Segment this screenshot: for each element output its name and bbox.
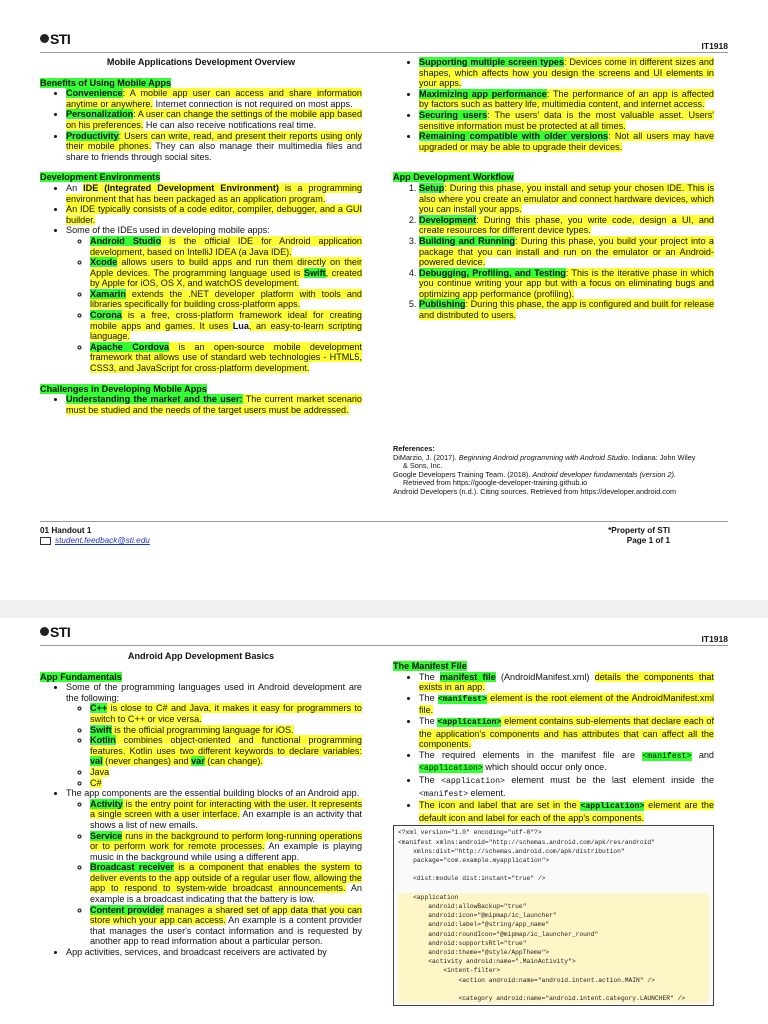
- code-line: <?xml version="1.0" encoding="utf-8"?>: [398, 829, 542, 837]
- benefits-list: [40, 88, 362, 162]
- challenges-list-part2: [393, 57, 714, 152]
- references-heading: References:: [393, 444, 435, 453]
- section-heading-manifest: The Manifest File: [393, 661, 467, 671]
- mail-icon: [40, 537, 51, 545]
- code-line: <application: [398, 893, 709, 902]
- list-item: • The app components are the essential building blocks of an Android app. ◦ Activity is the entry point for interacting with the user. It represents a single screen with a user interface. An example is an activity that shows a list of new emails. ◦ Service runs in the background to perform long-running operations or to perform work for remote processes. An example is playing music in the background while using a different app. ◦ Broadcast receiver is a component that enables the system to deliver events to the app outside of a regular user flow, allowing the app to respond to system-wide broadcast announcements. An example is a broadcast indicating that the battery is low. ◦ Content provider manages a shared set of app data that you can store which your app can access. An example is a content provider that manages the user's contact information and is requested by another app to read information about a particular person.: [66, 788, 362, 947]
- list-item: • Maximizing app performance: The performance of an app is affected by factors such as battery life, multimedia content, and internet access.: [419, 89, 714, 110]
- code-line: <dist:module dist:instant="true" />: [398, 875, 546, 883]
- sti-logo-icon: [40, 627, 49, 636]
- workflow-list: [393, 183, 714, 321]
- list-item: • Some of the programming languages used in Android development are the following: ◦ C++ is close to C# and Java, it makes it easy for programmers to switch to C++ or vice versa. ◦ Swift is the official programming language for iOS. ◦ Kotlin combines object-oriented and functional programming features. Kotlin uses two different keywords to declare variables: val (never changes) and var (can change). ◦ Java ◦ C#: [66, 682, 362, 788]
- list-item: • Understanding the market and the user: The current market scenario must be studied and the needs of the target users must be addressed.: [66, 394, 362, 415]
- code-line: xmlns:dist="http://schemas.android.com/apk/distribution": [398, 847, 625, 855]
- list-item: • Remaining compatible with older versions: Not all users may have upgraded or may be able to upgrade their devices.: [419, 131, 714, 152]
- page-title: Android App Development Basics: [127, 651, 275, 661]
- document-page-2: [0, 618, 768, 1024]
- header-rule: [40, 52, 728, 53]
- code-line: <action android:name="android.intent.action.MAIN" />: [398, 976, 709, 985]
- list-item: ◦ Service runs in the background to perform long-running operations or to perform work for remote processes. An example is playing music in the background while using a different app.: [90, 831, 362, 863]
- ide-list: [66, 236, 362, 374]
- list-item: • The <manifest> element is the root element of the AndroidManifest.xml file.: [419, 693, 714, 716]
- list-item: ◦ Broadcast receiver is a component that enables the system to deliver events to the app outside of a regular user flow, allowing the app to respond to system-wide broadcast announcements. An example is a broadcast indicating that the battery is low.: [90, 862, 362, 904]
- list-item: • The manifest file (AndroidManifest.xml) details the components that exists in an app.: [419, 672, 714, 693]
- list-item: 3. Building and Running: During this phase, you build your project into a package that you can install and run on the emulator or an Android-powered device.: [419, 236, 714, 268]
- references: [393, 445, 718, 497]
- code-line: android:roundIcon="@mipmap/ic_launcher_round": [398, 930, 709, 939]
- list-item: • An IDE typically consists of a code editor, compiler, debugger, and a GUI builder.: [66, 204, 362, 225]
- manifest-code-sample: [393, 825, 714, 1006]
- sti-logo: STI: [40, 627, 70, 638]
- list-item: 5. Publishing: During this phase, the app is configured and built for release and distributed to users.: [419, 299, 714, 320]
- footer-rule: [40, 521, 728, 522]
- page-number: Page 1 of 1: [626, 536, 670, 545]
- code-line: <manifest xmlns:android="http://schemas.android.com/apk/res/android": [398, 838, 655, 846]
- list-item: • Convenience: A mobile app user can access and share information anytime or anywhere. Internet connection is not required on most apps.: [66, 88, 362, 109]
- list-item: ◦ Java: [90, 767, 362, 778]
- code-line: android:supportsRtl="true": [398, 939, 709, 948]
- list-item: ◦ C#: [90, 778, 362, 789]
- language-list: [66, 703, 362, 788]
- list-item: ◦ Xcode allows users to build apps and run them directly on their Apple devices. The programming language used is Swift, created by Apple for iOS, OS X, and watchOS development.: [90, 257, 362, 289]
- list-item: ◦ Kotlin combines object-oriented and functional programming features. Kotlin uses two different keywords to declare variables: val (never changes) and var (can change).: [90, 735, 362, 767]
- page1-left-column: [40, 57, 362, 415]
- code-line: package="com.example.myapplication">: [398, 856, 550, 864]
- handout-label: 01 Handout 1: [40, 526, 92, 535]
- list-item: ◦ Corona is a free, cross-platform framework ideal for creating mobile apps and games. It uses Lua, an easy-to-learn scripting language.: [90, 310, 362, 342]
- list-item: • Productivity: Users can write, read, and present their reports using only their mobile phones. They can also manage their multimedia files and share to friends through social sites.: [66, 131, 362, 163]
- section-heading-challenges: Challenges in Developing Mobile Apps: [40, 383, 207, 394]
- list-item: • Securing users: The users' data is the most valuable asset. Users' sensitive information must be protected at all times.: [419, 110, 714, 131]
- section-heading-fundamentals: App Fundamentals: [40, 671, 122, 682]
- list-item: 1. Setup: During this phase, you install and setup your chosen IDE. This is also where you create an emulator and connect hardware devices, which you can install your apps.: [419, 183, 714, 215]
- page-title: Mobile Applications Development Overview: [106, 57, 296, 67]
- page1-right-column: [393, 57, 714, 321]
- list-item: ◦ Swift is the official programming language for iOS.: [90, 725, 362, 736]
- reference-item: Google Developers Training Team. (2018). Android developer fundamentals (version 2).: [393, 469, 676, 479]
- code-line: android:label="@string/app_name": [398, 920, 709, 929]
- section-heading-workflow: App Development Workflow: [393, 172, 514, 183]
- footer-right: [608, 526, 670, 546]
- reference-item: DiMarzio, J. (2017). Beginning Android programming with Android Studio. Indiana: John Wiley: [393, 452, 696, 462]
- reference-item-cont: Retrieved from https://google-developer-training.github.io: [403, 478, 588, 488]
- list-item: ◦ C++ is close to C# and Java, it makes it easy for programmers to switch to C++ or vice versa.: [90, 703, 362, 724]
- page2-left-column: [40, 651, 362, 958]
- list-item: ◦ Activity is the entry point for interacting with the user. It represents a single screen with a user interface. An example is an activity that shows a list of new emails.: [90, 799, 362, 831]
- code-line: android:theme="@style/AppTheme">: [398, 948, 709, 957]
- email-link[interactable]: student.feedback@sti.edu: [55, 536, 150, 545]
- list-item: • An IDE (Integrated Development Environment) is a programming environment that has been packaged as an application program.: [66, 183, 362, 204]
- reference-item: Android Developers (n.d.). Citing sources. Retrieved from https://developer.android.com: [393, 486, 677, 496]
- fundamentals-list: [40, 682, 362, 957]
- course-code: IT1918: [701, 634, 728, 644]
- footer-left: [40, 526, 150, 546]
- code-line: android:icon="@mipmap/ic_launcher": [398, 911, 709, 920]
- list-item: 2. Development: During this phase, you write code, design a UI, and create resources for different device types.: [419, 215, 714, 236]
- code-line: [398, 865, 709, 874]
- list-item: • App activities, services, and broadcast receivers are activated by: [66, 947, 362, 958]
- reference-item-cont: & Sons, Inc.: [403, 461, 443, 471]
- page2-right-column: [393, 661, 714, 1006]
- challenges-list-part1: [40, 394, 362, 415]
- list-item: • The icon and label that are set in the <application> element are the default icon and label for each of the app's components.: [419, 800, 714, 823]
- list-item: 4. Debugging, Profiling, and Testing: This is the iterative phase in which you continue writing your app but with a focus on eliminating bugs and optimizing app performance (profiling).: [419, 268, 714, 300]
- list-item: ◦ Xamarin extends the .NET developer platform with tools and libraries specifically for building cross-platform apps.: [90, 289, 362, 310]
- code-line: [398, 884, 709, 893]
- code-line: [398, 985, 709, 994]
- code-line: android:allowBackup="true": [398, 902, 709, 911]
- section-heading-environments: Development Environments: [40, 172, 161, 183]
- code-line: <intent-filter>: [398, 966, 709, 975]
- list-item: • Supporting multiple screen types: Devices come in different sizes and shapes, which affects how you design the screens and UI elements in your apps.: [419, 57, 714, 89]
- code-line: <activity android:name=".MainActivity">: [398, 957, 709, 966]
- list-item: • Some of the IDEs used in developing mobile apps: ◦ Android Studio is the official IDE for Android application development, based on IntelliJ IDEA (a Java IDE). ◦ Xcode allows users to build apps and run them directly on their Apple devices. The programming language used is Swift, created by Apple for iOS, OS X, and watchOS development. ◦ Xamarin extends the .NET developer platform with tools and libraries specifically for building cross-platform apps. ◦ Corona is a free, cross-platform framework ideal for creating mobile apps and games. It uses Lua, an easy-to-learn scripting language. ◦ Apache Cordova is an open-source mobile development framework that allows use of standard web technologies - HTML5, CSS3, and JavaScript for cross-platform development.: [66, 225, 362, 373]
- list-item: ◦ Content provider manages a shared set of app data that you can store which your app can access. An example is a content provider that manages the user's contact information and is requested by another app to read information about a particular person.: [90, 905, 362, 947]
- list-item: ◦ Apache Cordova is an open-source mobile development framework that allows use of standard web technologies - HTML5, CSS3, and JavaScript for cross-platform development.: [90, 342, 362, 374]
- manifest-list: [393, 672, 714, 824]
- environments-list: [40, 183, 362, 374]
- section-heading-benefits: Benefits of Using Mobile Apps: [40, 77, 172, 88]
- list-item: • The required elements in the manifest file are <manifest> and <application> which should occur only once.: [419, 750, 714, 775]
- list-item: • Personalization: A user can change the settings of the mobile app based on his preferences. He can also receive notifications real time.: [66, 109, 362, 130]
- page-separator: [0, 600, 768, 618]
- header-rule: [40, 645, 728, 646]
- footer-email: [40, 536, 150, 546]
- list-item: • The <application> element contains sub-elements that declare each of the application's components and has attributes that can affect all the components.: [419, 716, 714, 750]
- code-line: <category android:name="android.intent.category.LAUNCHER" />: [398, 994, 709, 1003]
- course-code: IT1918: [701, 41, 728, 51]
- component-list: [66, 799, 362, 947]
- list-item: ◦ Android Studio is the official IDE for Android application development, based on IntelliJ IDEA (a Java IDE).: [90, 236, 362, 257]
- list-item: • The <application> element must be the last element inside the <manifest> element.: [419, 775, 714, 800]
- sti-logo: STI: [40, 34, 70, 45]
- property-label: *Property of STI: [608, 526, 670, 535]
- sti-logo-icon: [40, 34, 49, 43]
